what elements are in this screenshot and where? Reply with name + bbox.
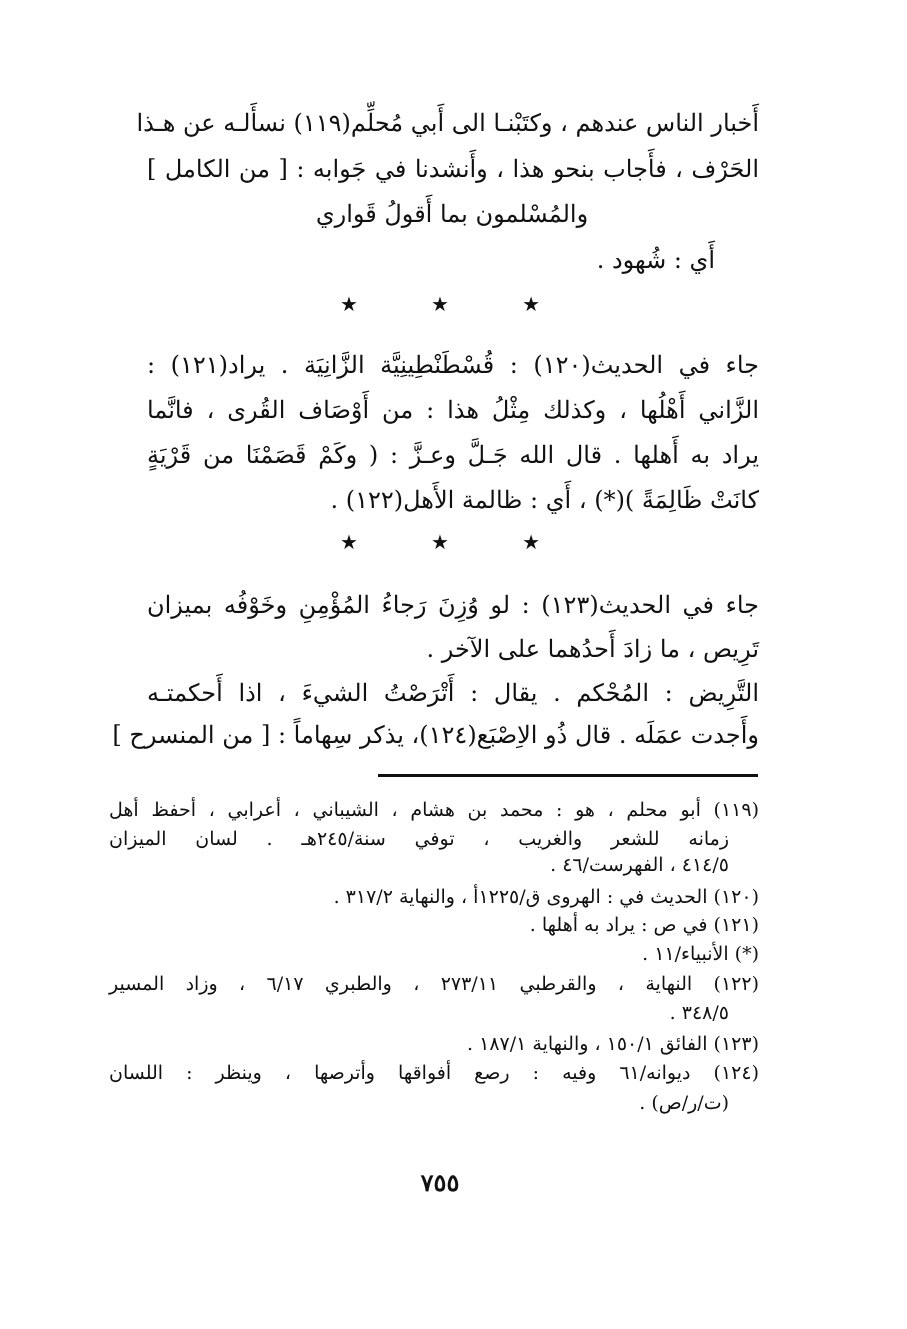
- page-number: ٧٥٥: [420, 1168, 460, 1197]
- text-line: كانَتْ ظَالِمَةً )(*) ، أَي : ظالمة الأَهل(١٢٢) .: [330, 486, 759, 514]
- text-line: جاء في الحديث(١٢٣) : لو وُزِنَ رَجاءُ المُؤْمِنِ وخَوْفُه بميزان: [147, 591, 759, 619]
- section-separator: [340, 530, 540, 554]
- text-line: جاء في الحديث(١٢٠) : قُسْطَنْطِينِيَّة الزَّانِيَة . يراد(١٢١) :: [147, 351, 759, 379]
- text-line: وأَجدت عمَلَه . قال ذُو الاِصْبَع(١٢٤)، يذكر سِهاماً : [ من المنسرح ]: [112, 721, 759, 749]
- footnote-star: (*) الأنبياء/١١ .: [642, 943, 759, 965]
- footnote-124-cont: (ت/ر/ص) .: [639, 1092, 729, 1114]
- footnote-122-cont: ٣٤٨/٥ .: [669, 1002, 729, 1024]
- star-icon: ★: [522, 292, 540, 316]
- text-line: أَي : شُهود .: [596, 246, 715, 274]
- footnote-123: (١٢٣) الفائق ١٥٠/١ ، والنهاية ١٨٧/١ .: [467, 1033, 759, 1055]
- text-line: الحَرْف ، فأَجاب بنحو هذا ، وأَنشدنا في جَوابه : [ من الكامل ]: [147, 155, 759, 183]
- star-icon: ★: [522, 530, 540, 554]
- star-icon: ★: [431, 530, 449, 554]
- footnote-120: (١٢٠) الحديث في : الهروى ق/١٢٢٥أ ، والنهاية ٣١٧/٢ .: [333, 886, 759, 908]
- text-line: يراد به أَهلها . قال الله جَـلَّ وعـزَّ : ( وكَمْ قَصَمْنَا من قَرْيَةٍ: [147, 441, 759, 469]
- footnote-124: (١٢٤) ديوانه/٦١ وفيه : رصع أفواقها وأترصها ، وينظر : اللسان: [109, 1062, 759, 1084]
- footnote-divider: [378, 774, 758, 777]
- section-separator: [340, 292, 540, 316]
- footnote-122: (١٢٢) النهاية ، والقرطبي ٢٧٣/١١ ، والطبري ٦/١٧ ، وزاد المسير: [109, 973, 760, 995]
- text-line: التَّرِيض : المُحْكم . يقال : أَتْرَصْتُ الشيءَ ، اذا أَحكمتـه: [147, 679, 759, 707]
- footnote-119-cont: زمانه للشعر والغريب ، توفي سنة/٢٤٥هـ . لسان الميزان: [109, 828, 729, 850]
- footnote-119-cont: ٤١٤/٥ ، الفهرست/٤٦ .: [550, 854, 729, 876]
- verse-line: والمُسْلمون بما أَقولُ قَواري: [315, 200, 589, 228]
- text-line: الزَّاني أَهْلُها ، وكذلك مِثْلُ هذا : من أَوْصَاف القُرى ، فانَّما: [147, 396, 759, 424]
- star-icon: ★: [340, 530, 358, 554]
- star-icon: ★: [431, 292, 449, 316]
- footnote-121: (١٢١) في ص : يراد به أهلها .: [529, 914, 759, 936]
- footnote-119: (١١٩) أبو محلم ، هو : محمد بن هشام ، الشيباني ، أعرابي ، أحفظ أهل: [109, 799, 759, 821]
- text-line: تَرِيص ، ما زادَ أَحدُهما على الآخر .: [426, 635, 759, 663]
- star-icon: ★: [340, 292, 358, 316]
- text-line: أَخبار الناس عندهم ، وكتَبْنـا الى أَبي مُحلِّم(١١٩) نسأَلـه عن هـذا: [136, 109, 759, 137]
